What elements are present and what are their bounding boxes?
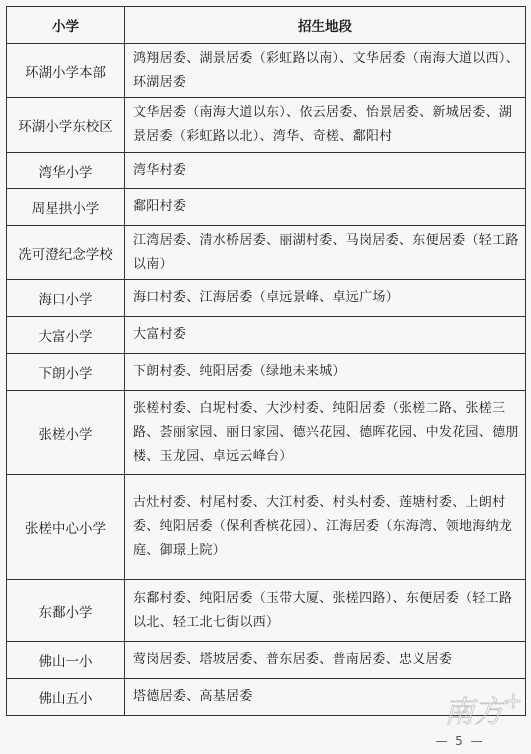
enrollment-area: 文华居委（南海大道以东）、依云居委、怡景居委、新城居委、湖景居委（彩虹路以北）、湾华、奇槎、鄱阳村 <box>125 98 526 153</box>
table-row <box>7 280 526 317</box>
enrollment-area: 鸿翔居委、湖景居委（彩虹路以南）、文华居委（南海大道以西）、环湖居委 <box>125 44 526 98</box>
enrollment-area: 大富村委 <box>125 317 526 354</box>
table-row <box>7 226 526 280</box>
school-name: 海口小学 <box>7 280 125 317</box>
table-row <box>7 580 526 642</box>
school-name: 下朗小学 <box>7 354 125 391</box>
school-name: 佛山一小 <box>7 642 125 679</box>
enrollment-area: 东鄱村委、纯阳居委（玉带大厦、张槎四路）、东便居委（轻工路以北、轻工北七街以西） <box>125 580 526 642</box>
enrollment-area: 江湾居委、清水桥居委、丽湖村委、马岗居委、东便居委（轻工路以南） <box>125 226 526 280</box>
header-school: 小学 <box>7 7 125 44</box>
table-row <box>7 153 526 189</box>
enrollment-area: 张槎村委、白坭村委、大沙村委、纯阳居委（张槎二路、张槎三路、荟丽家园、丽日家园、德兴花园、德晖花园、中发花园、德朋楼、玉龙园、卓远云峰台） <box>125 391 526 475</box>
page-number: — 5 — <box>435 734 485 748</box>
enrollment-area: 古灶村委、村尾村委、大江村委、村头村委、莲塘村委、上朗村委、纯阳居委（保利香槟花园）、江海居委（东海湾、领地海纳龙庭、御璟上院） <box>125 475 526 580</box>
header-area: 招生地段 <box>125 7 526 44</box>
table-row <box>7 189 526 226</box>
table-row <box>7 317 526 354</box>
svg-text:南方: 南方 <box>444 695 504 730</box>
enrollment-area: 海口村委、江海居委（卓远景峰、卓远广场） <box>125 280 526 317</box>
enrollment-area: 下朗村委、纯阳居委（绿地未来城） <box>125 354 526 391</box>
school-name: 张槎小学 <box>7 391 125 475</box>
school-name: 大富小学 <box>7 317 125 354</box>
enrollment-area: 莺岗居委、塔坡居委、普东居委、普南居委、忠义居委 <box>125 642 526 679</box>
school-name: 湾华小学 <box>7 153 125 189</box>
table-row <box>7 642 526 679</box>
table-row <box>7 44 526 98</box>
table-row <box>7 354 526 391</box>
school-name: 东鄱小学 <box>7 580 125 642</box>
school-name: 张槎中心小学 <box>7 475 125 580</box>
enrollment-table <box>6 6 526 716</box>
enrollment-area: 湾华村委 <box>125 153 526 189</box>
school-name: 环湖小学本部 <box>7 44 125 98</box>
school-name: 冼可澄纪念学校 <box>7 226 125 280</box>
table-row <box>7 98 526 153</box>
table-row <box>7 475 526 580</box>
enrollment-area: 鄱阳村委 <box>125 189 526 226</box>
table-row <box>7 391 526 475</box>
svg-text:+: + <box>504 689 523 714</box>
table-header-row <box>7 7 526 44</box>
nanfang-plus-logo <box>440 686 524 730</box>
school-name: 周星拱小学 <box>7 189 125 226</box>
enrollment-area: 塔德居委、高基居委 <box>125 679 526 716</box>
school-name: 佛山五小 <box>7 679 125 716</box>
school-name: 环湖小学东校区 <box>7 98 125 153</box>
